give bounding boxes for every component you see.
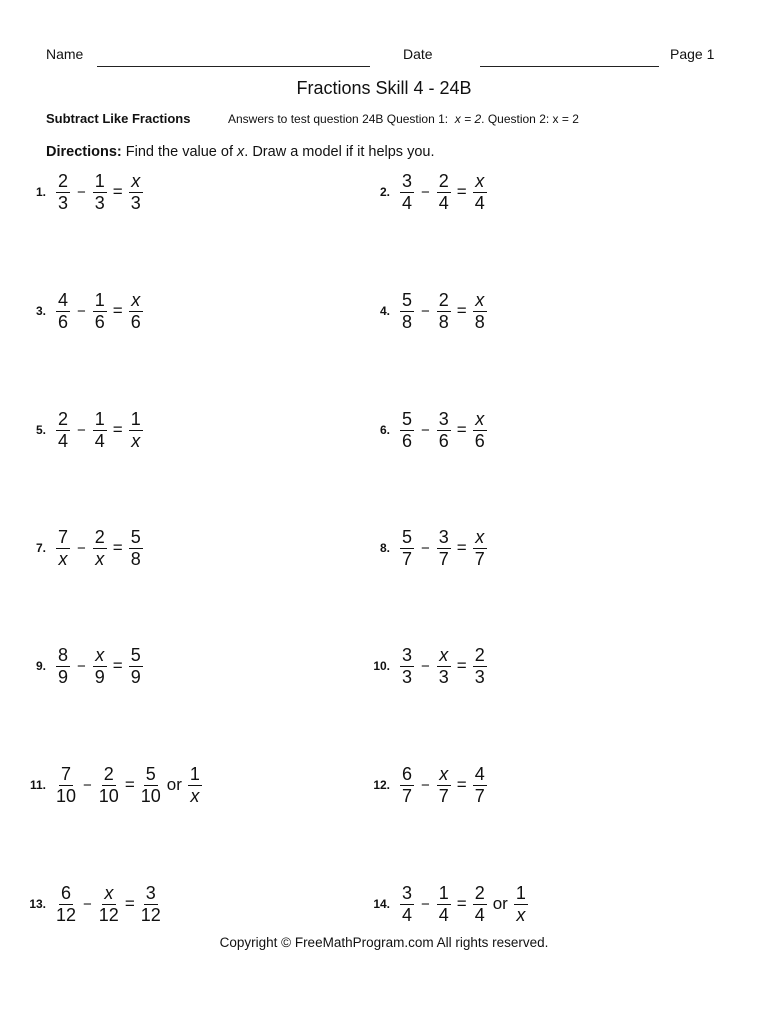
equals-sign: = [456,420,467,439]
denominator: 9 [130,666,141,687]
fraction-minuend [56,765,76,806]
problem [356,170,487,214]
denominator: 6 [57,311,68,332]
denominator: 8 [438,311,449,332]
fraction-subtrahend [437,291,451,332]
denominator: x [95,548,105,569]
problem-number: 7. [35,541,46,555]
equals-sign: = [112,301,123,320]
fraction-result [141,765,161,806]
denominator: 3 [94,192,105,213]
denominator: 7 [438,785,449,806]
denominator: 7 [401,785,412,806]
equals-sign: = [456,301,467,320]
fraction-result [473,884,487,925]
denominator: 4 [474,904,485,925]
denominator: x [516,904,526,925]
numerator: 1 [515,882,526,903]
fraction-subtrahend [93,410,107,451]
equals-sign: = [112,420,123,439]
fraction-subtrahend [437,528,451,569]
problem [356,408,487,452]
problem-number: 1. [35,185,46,199]
numerator: 2 [57,170,68,191]
denominator: 3 [474,666,485,687]
problem [12,408,143,452]
denominator: 6 [94,311,105,332]
fraction-minuend [56,291,70,332]
worksheet-title: Fractions Skill 4 - 24B [296,78,472,98]
fraction-subtrahend [93,291,107,332]
minus-sign: − [77,302,86,320]
denominator: 10 [56,785,77,806]
numerator: x [129,172,143,193]
denominator: x [190,785,200,806]
numerator: 2 [57,408,68,429]
numerator: 3 [438,408,449,429]
equals-sign: = [112,656,123,675]
fraction-minuend [400,884,414,925]
numerator: x [129,291,143,312]
fraction-minuend [56,410,70,451]
numerator: 3 [145,882,156,903]
problem-number: 8. [379,541,390,555]
minus-sign: − [77,421,86,439]
denominator: 9 [94,666,105,687]
problem-number: 9. [35,659,46,673]
copyright: Copyright © FreeMathProgram.com All rights reserved. [219,935,549,950]
numerator: 1 [438,882,449,903]
denominator: 4 [94,430,105,451]
denominator: 7 [474,548,485,569]
fraction-result [129,646,143,687]
fraction-minuend [400,765,414,806]
denominator: 12 [98,904,119,925]
fraction-minuend [400,291,414,332]
numerator: 1 [130,408,141,429]
equals-sign: = [456,656,467,675]
numerator: 2 [438,170,449,191]
denominator: 12 [56,904,77,925]
fraction-subtrahend [93,528,107,569]
equals-sign: = [456,182,467,201]
denominator: 4 [57,430,68,451]
problem [12,526,143,570]
problem-number: 4. [379,304,390,318]
fraction-result [473,291,487,332]
minus-sign: − [421,421,430,439]
denominator: 10 [98,785,119,806]
numerator: 1 [94,289,105,310]
minus-sign: − [421,183,430,201]
minus-sign: − [83,895,92,913]
numerator: x [473,410,487,431]
directions-var: x [237,144,245,160]
directions [46,144,434,160]
date-label: Date [403,46,433,62]
denominator: 3 [401,666,412,687]
denominator: 12 [140,904,161,925]
denominator: 6 [474,430,485,451]
fraction-alternate [188,765,202,806]
numerator: 8 [57,644,68,665]
fraction-result [473,646,487,687]
denominator: 10 [140,785,161,806]
fraction-result [129,410,143,451]
problem [356,644,487,688]
minus-sign: − [421,657,430,675]
fraction-minuend [400,410,414,451]
numerator: x [93,646,107,667]
equals-sign: = [112,538,123,557]
numerator: 6 [61,882,72,903]
fraction-minuend [400,528,414,569]
fraction-subtrahend [437,646,451,687]
or-text: or [166,775,182,794]
denominator: 4 [438,192,449,213]
date-line[interactable] [480,66,659,67]
numerator: 5 [401,526,412,547]
denominator: 4 [401,904,412,925]
numerator: 3 [401,170,412,191]
problem [12,289,143,333]
denominator: 6 [438,430,449,451]
problem [12,170,143,214]
problem-number: 14. [373,897,390,911]
numerator: 1 [94,408,105,429]
numerator: 5 [130,526,141,547]
numerator: x [102,884,116,905]
numerator: 1 [94,170,105,191]
equals-sign: = [456,775,467,794]
numerator: 4 [57,289,68,310]
problem-number: 5. [35,423,46,437]
numerator: 6 [401,763,412,784]
denominator: 8 [401,311,412,332]
problem-number: 10. [373,659,390,673]
problem-number: 2. [379,185,390,199]
fraction-result [473,765,487,806]
denominator: 3 [57,192,68,213]
denominator: 8 [474,311,485,332]
numerator: x [473,172,487,193]
minus-sign: − [77,183,86,201]
problem [12,882,161,926]
name-label: Name [46,46,84,62]
numerator: 5 [145,763,156,784]
problem [356,882,528,926]
numerator: x [473,528,487,549]
fraction-result [129,528,143,569]
denominator: 4 [401,192,412,213]
numerator: 5 [130,644,141,665]
numerator: 4 [474,763,485,784]
denominator: 4 [474,192,485,213]
fraction-result [129,172,143,213]
numerator: x [437,646,451,667]
minus-sign: − [77,539,86,557]
minus-sign: − [83,776,92,794]
numerator: x [473,291,487,312]
numerator: 1 [189,763,200,784]
fraction-minuend [400,172,414,213]
equals-sign: = [124,894,135,913]
denominator: 9 [57,666,68,687]
numerator: 2 [103,763,114,784]
or-text: or [492,894,508,913]
fraction-subtrahend [437,765,451,806]
fraction-minuend [56,884,76,925]
directions-text-a: Find the value of [125,144,233,160]
fraction-subtrahend [437,884,451,925]
numerator: 2 [474,882,485,903]
problem [12,644,143,688]
numerator: 3 [438,526,449,547]
answers-prefix: Answers to test question 24B Question 1: [228,112,449,126]
problem [356,289,487,333]
fraction-subtrahend [93,646,107,687]
fraction-result [473,410,487,451]
problem [12,763,202,807]
fraction-minuend [56,646,70,687]
fraction-result [473,528,487,569]
denominator: 7 [401,548,412,569]
fraction-result [129,291,143,332]
denominator: 4 [438,904,449,925]
numerator: 3 [401,644,412,665]
equals-sign: = [112,182,123,201]
minus-sign: − [77,657,86,675]
problem-number: 11. [29,778,46,792]
fraction-minuend [56,528,70,569]
equals-sign: = [456,894,467,913]
numerator: x [437,765,451,786]
answers-note: Answers to test question 24B Question 1: x = 2. Question 2: x = 2 [228,112,579,126]
numerator: 5 [401,289,412,310]
denominator: 6 [401,430,412,451]
minus-sign: − [421,539,430,557]
minus-sign: − [421,895,430,913]
fraction-subtrahend [437,172,451,213]
answers-q1: x = 2 [454,112,482,126]
fraction-subtrahend [437,410,451,451]
denominator: x [58,548,68,569]
numerator: 7 [61,763,72,784]
minus-sign: − [421,776,430,794]
problem [356,763,487,807]
fraction-alternate [514,884,528,925]
fraction-subtrahend [93,172,107,213]
minus-sign: − [421,302,430,320]
skill-name: Subtract Like Fractions [46,111,191,126]
equals-sign: = [124,775,135,794]
answers-q2: Question 2: x = 2 [487,112,579,126]
page-label: Page 1 [670,46,715,62]
directions-label: Directions: [46,144,122,160]
numerator: 7 [57,526,68,547]
problem-number: 6. [379,423,390,437]
fraction-minuend [56,172,70,213]
problem-number: 13. [29,897,46,911]
fraction-result [141,884,161,925]
fraction-minuend [400,646,414,687]
denominator: 7 [438,548,449,569]
fraction-subtrahend [99,765,119,806]
problem-number: 3. [35,304,46,318]
denominator: 8 [130,548,141,569]
equals-sign: = [456,538,467,557]
denominator: 6 [130,311,141,332]
problem-number: 12. [373,778,390,792]
denominator: 3 [130,192,141,213]
numerator: 3 [401,882,412,903]
denominator: 3 [438,666,449,687]
numerator: 2 [474,644,485,665]
denominator: x [131,430,141,451]
problem [356,526,487,570]
numerator: 2 [438,289,449,310]
directions-text-b: . Draw a model if it helps you. [244,144,435,160]
denominator: 7 [474,785,485,806]
numerator: 5 [401,408,412,429]
fraction-result [473,172,487,213]
name-line[interactable] [97,66,370,67]
fraction-subtrahend [99,884,119,925]
numerator: 2 [94,526,105,547]
